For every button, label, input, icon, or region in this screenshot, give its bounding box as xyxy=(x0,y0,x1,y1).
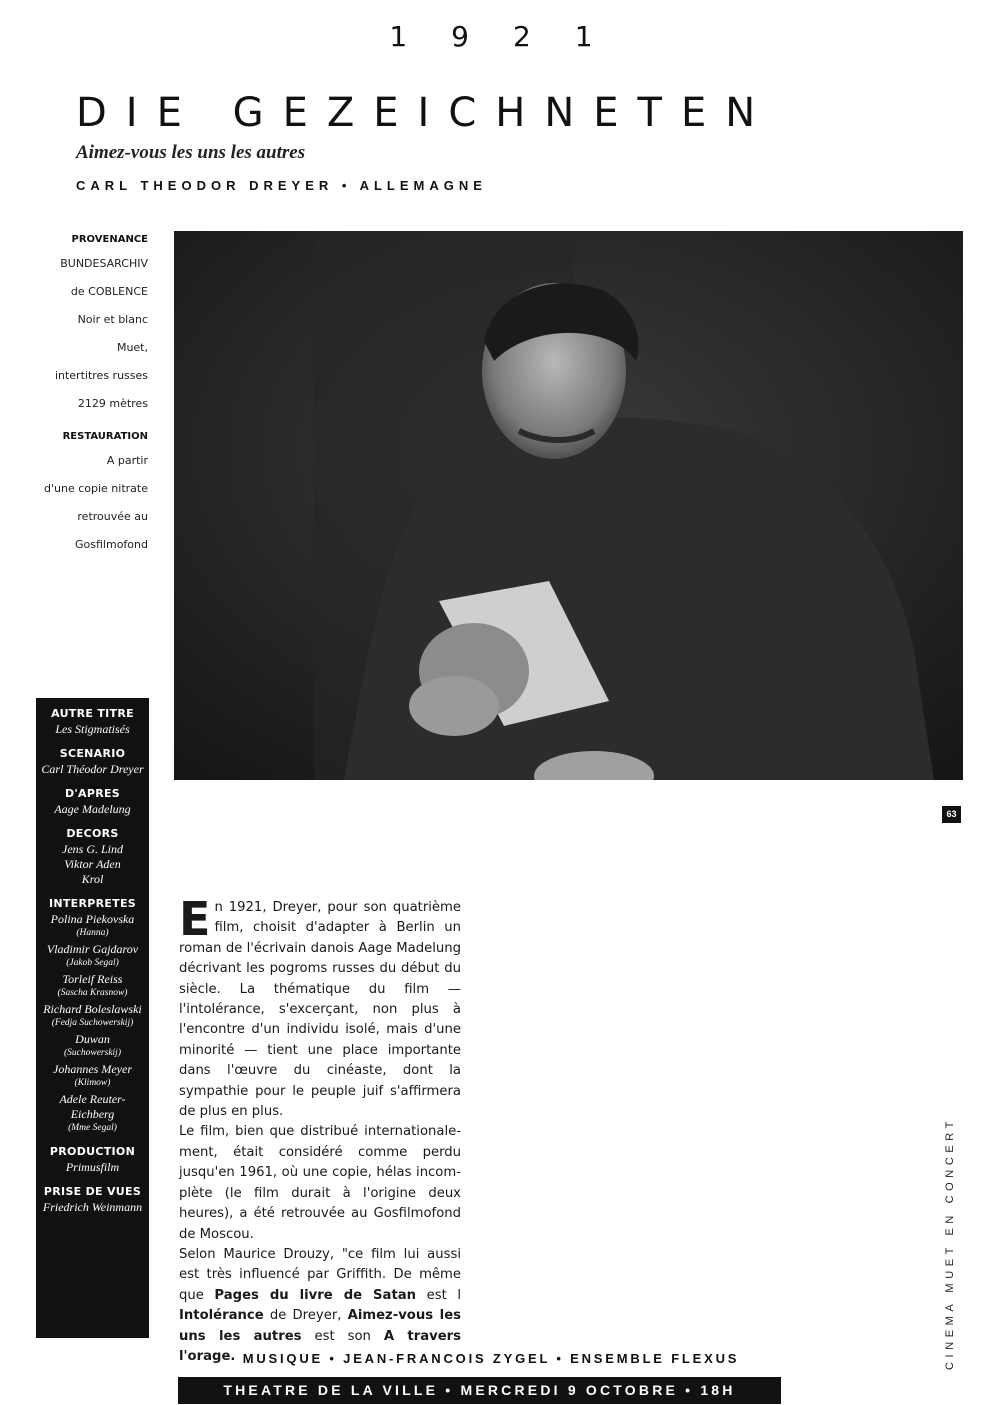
actor-name: Eichberg xyxy=(70,1107,115,1121)
film-still-photo xyxy=(174,231,963,780)
film-year: 1921 xyxy=(389,20,637,53)
autre-titre-label: AUTRE TITRE xyxy=(51,707,134,720)
decors-label: DECORS xyxy=(66,827,119,840)
restauration-line: A partir xyxy=(106,454,148,467)
restauration-line: retrouvée au xyxy=(77,510,148,523)
actor-role: (Suchowerskij) xyxy=(64,1048,121,1058)
film-title: DIE GEZEICHNETEN xyxy=(76,90,775,136)
provenance-line: Noir et blanc xyxy=(77,313,148,326)
actor-role: (Jakob Segal) xyxy=(66,958,119,968)
dapres-value: Aage Madelung xyxy=(54,802,131,816)
paragraph-1 xyxy=(179,892,461,1122)
drop-cap: E xyxy=(179,892,211,946)
music-credit: MUSIQUE • JEAN-FRANCOIS ZYGEL • ENSEMBLE FLEXUS xyxy=(242,1351,740,1366)
restauration-label: RESTAURATION xyxy=(62,431,148,442)
provenance-line: 2129 mètres xyxy=(77,397,148,410)
p3-text: Selon Maurice Drouzy, "ce film lui aussi est très influencé par Griffith. De même que xyxy=(179,1246,461,1303)
actor-role: (Sascha Krasnow) xyxy=(57,988,128,998)
paragraph-1-text: n 1921, Dreyer, pour son quatrième film, choisit d'adapter à Berlin un roman de l'écrivain danois Aage Madelung décrivant les pogroms russes du début du siècle. La thématique du film — l'intolérance, s'excerçant, non plus à l'encontre d'un individu isolé, mais d'une minorité — tient une place importante dans l'œuvre du cinéaste, dont la sympathie pour le peuple juif s'affirmera de plus en plus. xyxy=(179,900,461,1120)
actor-name: Polina Piekovska xyxy=(50,912,135,926)
interpretes-label: INTERPRETES xyxy=(48,897,137,910)
film-subtitle: Aimez-vous les uns les autres xyxy=(76,142,306,163)
actor-role: (Fedja Suchowerskij) xyxy=(51,1018,134,1028)
p3-text: de Dreyer, xyxy=(263,1308,348,1324)
production-label: PRODUCTION xyxy=(49,1145,136,1158)
article-body xyxy=(179,892,462,1367)
paragraph-3 xyxy=(179,1245,461,1367)
dapres-label: D'APRES xyxy=(64,787,121,800)
provenance-line: de COBLENCE xyxy=(70,285,148,298)
actor-role: (Hanna) xyxy=(76,928,109,938)
prise-de-vues-value: Friedrich Weinmann xyxy=(42,1200,143,1214)
actor-name: Duwan xyxy=(75,1032,110,1046)
actor-name: Torleif Reiss xyxy=(62,972,123,986)
credits-box xyxy=(36,698,149,1338)
restauration-line: Gosfilmofond xyxy=(75,538,148,551)
p3-text: est l xyxy=(416,1287,462,1303)
decors-value: Viktor Aden xyxy=(64,857,121,871)
film-still-illustration xyxy=(174,231,963,780)
decors-value: Krol xyxy=(81,872,104,886)
page-number: 63 xyxy=(942,806,961,823)
actor-role: (Klimow) xyxy=(74,1078,111,1088)
autre-titre-value: Les Stigmatisés xyxy=(55,722,130,736)
actor-name: Vladimir Gajdarov xyxy=(46,942,139,956)
scenario-label: SCENARIO xyxy=(59,747,126,760)
actor-name: Richard Boleslawski xyxy=(43,1002,142,1016)
actor-name: Adele Reuter- xyxy=(59,1092,126,1106)
production-value: Primusfilm xyxy=(65,1160,120,1174)
provenance-line: BUNDESARCHIV xyxy=(60,257,148,270)
film-ref: Pages du livre de Satan xyxy=(214,1287,417,1303)
film-ref: Aimez-vous les uns les autres xyxy=(179,1308,461,1344)
actor-name: Johannes Meyer xyxy=(53,1062,132,1076)
director-country: CARL THEODOR DREYER • ALLEMAGNE xyxy=(76,178,487,193)
venue-banner: THEATRE DE LA VILLE • MERCREDI 9 OCTOBRE • 18H xyxy=(178,1377,781,1404)
provenance-label: PROVENANCE xyxy=(71,234,148,245)
restauration-line: d'une copie nitrate xyxy=(44,482,148,495)
series-side-text: CINEMA MUET EN CONCERT xyxy=(944,1117,956,1370)
provenance-column xyxy=(20,234,148,566)
prise-de-vues-label: PRISE DE VUES xyxy=(43,1185,142,1198)
actor-role: (Mme Segal) xyxy=(68,1123,117,1133)
paragraph-2: Le film, bien que distribué internationalement, était considéré comme perdu jusqu'en 1961, où une copie, hélas incomplète (le film durait à l'origine deux heures), a été retrouvée au Gosfilmofond de Moscou. xyxy=(179,1124,461,1242)
film-ref: Intolérance xyxy=(179,1308,264,1324)
provenance-line: intertitres russes xyxy=(54,369,148,382)
p3-text: est son xyxy=(301,1328,384,1344)
provenance-line: Muet, xyxy=(116,341,148,354)
film-ref: A travers l'orage. xyxy=(179,1328,461,1364)
decors-value: Jens G. Lind xyxy=(62,842,123,856)
scenario-value: Carl Théodor Dreyer xyxy=(41,762,144,776)
